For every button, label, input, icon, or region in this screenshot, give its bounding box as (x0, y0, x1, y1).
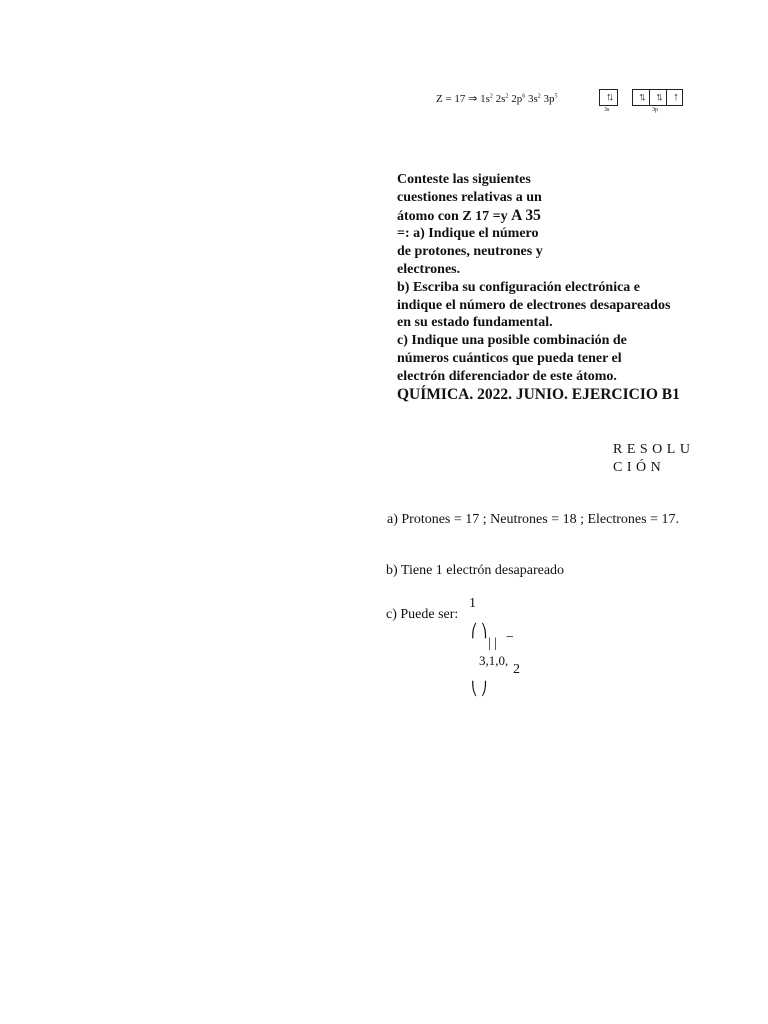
config-prefix: Z = 17 ⇒ 1s (436, 93, 490, 105)
orbital-cell: ↑↓ (650, 90, 667, 105)
question-line: c) Indique una posible combinación de (397, 333, 627, 349)
spin-numerator: 1 (469, 596, 476, 611)
paren-bottom: ⎝ ⎠ (471, 681, 488, 696)
fraction-bars: | | (488, 636, 498, 651)
question-line: electrón diferenciador de este átomo. (397, 368, 617, 384)
quantum-values: 3,1,0, (479, 653, 509, 668)
config-term: 3s (525, 93, 538, 105)
question-line: indique el número de electrones desapareados (397, 297, 671, 313)
orbital-box-3p (632, 89, 683, 106)
config-exp: 2 (505, 93, 509, 100)
resolution-heading-line: CIÓN (613, 460, 666, 475)
question-line: =: a) Indique el número (397, 226, 539, 242)
config-exp: 2 (489, 93, 493, 100)
orbital-cell: ↑↓ (633, 90, 650, 105)
config-term: 3p (540, 93, 555, 105)
question-text (397, 171, 707, 403)
config-exp: 6 (522, 93, 526, 100)
answer-a: a) Protones = 17 ; Neutrones = 18 ; Electrones = 17. (387, 512, 679, 527)
question-line: cuestiones relativas a un (397, 189, 542, 205)
question-fragment: átomo con Z 17 =y (397, 208, 512, 224)
answer-b: b) Tiene 1 electrón desapareado (386, 563, 565, 578)
answer-c: c) Puede ser: (386, 607, 459, 622)
question-line: b) Escriba su configuración electrónica e (397, 279, 641, 295)
mass-number: A 35 (511, 206, 541, 224)
configuration-equation (436, 92, 557, 105)
config-term: 2p (508, 93, 523, 105)
resolution-heading-line: RESOLU (613, 442, 695, 457)
question-line (397, 207, 707, 226)
minus-sign: − (506, 630, 514, 645)
question-line: electrones. (397, 261, 461, 277)
quantum-numbers (466, 596, 536, 702)
orbital-cell: ↑ (673, 91, 676, 103)
orbital-label-3s: 3s (604, 107, 610, 113)
orbital-box-3s (599, 89, 618, 106)
config-exp: 2 (537, 93, 541, 100)
orbital-label-3p: 3p (652, 107, 658, 113)
question-line: Conteste las siguientes (397, 172, 531, 187)
exam-source: QUÍMICA. 2022. JUNIO. EJERCICIO B1 (397, 385, 680, 403)
question-line: en su estado fundamental. (397, 315, 553, 331)
paren-top: ⎛ ⎞ (471, 623, 488, 638)
electron-configuration (436, 88, 692, 118)
question-line: de protones, neutrones y (397, 244, 543, 260)
spin-denominator: 2 (513, 662, 520, 677)
question-line: números cuánticos que pueda tener el (397, 350, 622, 366)
resolution-heading (613, 441, 694, 477)
config-term: 2s (492, 93, 506, 105)
config-exp: 5 (554, 93, 558, 100)
orbital-cell: ↑↓ (606, 91, 611, 103)
